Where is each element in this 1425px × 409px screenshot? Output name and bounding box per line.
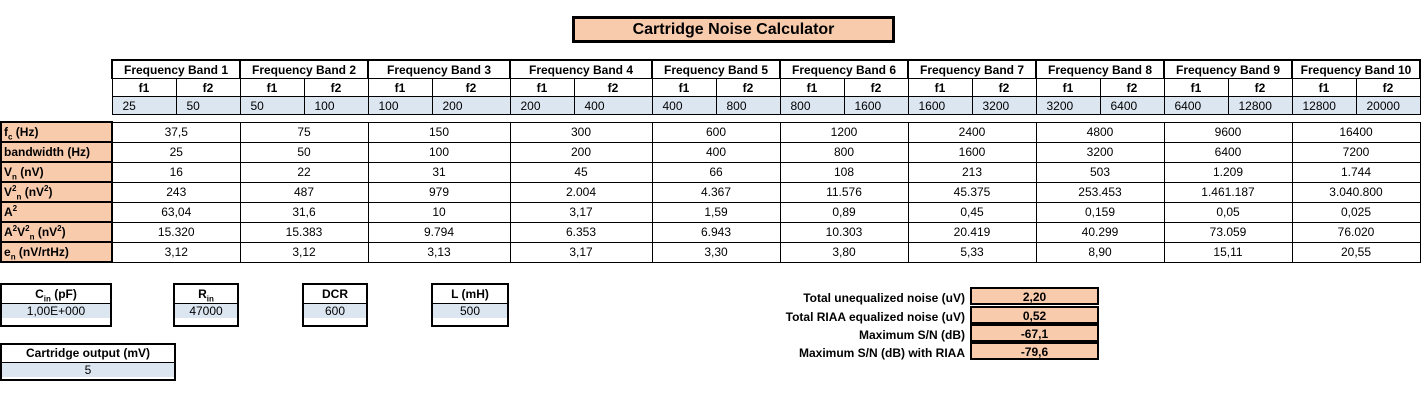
table-cell: 200 bbox=[510, 142, 652, 162]
row-label-part: n bbox=[29, 232, 35, 242]
l-input[interactable]: 500 bbox=[433, 303, 507, 318]
f1-header: f1 bbox=[908, 79, 972, 97]
table-row bbox=[1, 222, 1420, 242]
table-cell: 0,05 bbox=[1164, 202, 1292, 222]
dcr-box bbox=[302, 283, 368, 327]
result-value-riaa: 0,52 bbox=[970, 306, 1099, 324]
spacer-cell bbox=[1, 115, 1420, 123]
table-cell: 10 bbox=[368, 202, 510, 222]
f1-input[interactable]: 800 bbox=[780, 97, 844, 115]
row-label bbox=[1, 182, 112, 202]
f2-input[interactable]: 50 bbox=[176, 97, 240, 115]
row-label-part: n bbox=[10, 252, 16, 262]
row-label-part: 2 bbox=[12, 184, 17, 193]
spacer-row bbox=[1, 115, 1420, 123]
cartridge-output-label: Cartridge output (mV) bbox=[26, 346, 150, 360]
row-label-part: ) bbox=[61, 225, 66, 239]
f1-input[interactable]: 100 bbox=[368, 97, 432, 115]
l-box bbox=[431, 283, 509, 327]
row-label bbox=[1, 142, 112, 162]
f1-input[interactable]: 3200 bbox=[1036, 97, 1100, 115]
table-row bbox=[1, 242, 1420, 262]
table-cell: 15,11 bbox=[1164, 242, 1292, 262]
table-cell: 108 bbox=[780, 162, 908, 182]
f1-header: f1 bbox=[780, 79, 844, 97]
table-cell: 1600 bbox=[908, 142, 1036, 162]
band-header: Frequency Band 2 bbox=[240, 60, 368, 79]
table-cell: 1.744 bbox=[1292, 162, 1420, 182]
f1-input[interactable]: 25 bbox=[112, 97, 176, 115]
table-row bbox=[1, 122, 1420, 142]
table-cell: 45.375 bbox=[908, 182, 1036, 202]
band-header: Frequency Band 7 bbox=[908, 60, 1036, 79]
table-cell: 20,55 bbox=[1292, 242, 1420, 262]
band-header: Frequency Band 5 bbox=[652, 60, 780, 79]
table-cell: 6.943 bbox=[652, 222, 780, 242]
band-header: Frequency Band 6 bbox=[780, 60, 908, 79]
table-cell: 73.059 bbox=[1164, 222, 1292, 242]
table-cell: 3200 bbox=[1036, 142, 1164, 162]
corner-cell bbox=[1, 60, 112, 79]
row-label-part: 2 bbox=[12, 204, 18, 213]
cin-input[interactable]: 1,00E+000 bbox=[2, 303, 110, 318]
band-header: Frequency Band 3 bbox=[368, 60, 510, 79]
row-label-part: 2 bbox=[25, 224, 30, 233]
table-cell: 6.353 bbox=[510, 222, 652, 242]
cartridge-output-box bbox=[0, 343, 176, 381]
table-cell: 3,12 bbox=[112, 242, 240, 262]
table-cell: 75 bbox=[240, 122, 368, 142]
table-cell: 2.004 bbox=[510, 182, 652, 202]
rin-label: $R_{in}$ bbox=[198, 287, 214, 304]
table-cell: 3,17 bbox=[510, 202, 652, 222]
row-label bbox=[1, 202, 112, 222]
row-label-part: 2 bbox=[57, 224, 62, 233]
f2-header: f2 bbox=[574, 79, 652, 97]
f2-input[interactable]: 200 bbox=[432, 97, 510, 115]
table-row bbox=[1, 142, 1420, 162]
row-label bbox=[1, 122, 112, 142]
table-cell: 4.367 bbox=[652, 182, 780, 202]
row-label-part: f bbox=[4, 125, 8, 139]
dcr-input[interactable]: 600 bbox=[304, 303, 366, 318]
result-label-max-sn-riaa: Maximum S/N (dB) with RIAA bbox=[798, 346, 965, 360]
table-cell: 45 bbox=[510, 162, 652, 182]
table-cell: 8,90 bbox=[1036, 242, 1164, 262]
f2-header: f2 bbox=[1356, 79, 1420, 97]
table-cell: 20.419 bbox=[908, 222, 1036, 242]
table-cell: 15.383 bbox=[240, 222, 368, 242]
f2-input[interactable]: 100 bbox=[304, 97, 368, 115]
row-label-part: V bbox=[4, 165, 13, 179]
table-cell: 66 bbox=[652, 162, 780, 182]
table-cell: 503 bbox=[1036, 162, 1164, 182]
table-cell: 600 bbox=[652, 122, 780, 142]
table-cell: 6400 bbox=[1164, 142, 1292, 162]
f2-header: f2 bbox=[1228, 79, 1292, 97]
f2-header: f2 bbox=[176, 79, 240, 97]
table-cell: 76.020 bbox=[1292, 222, 1420, 242]
page-title: Cartridge Noise Calculator bbox=[572, 16, 895, 43]
table-cell: 487 bbox=[240, 182, 368, 202]
table-cell: 150 bbox=[368, 122, 510, 142]
band-header: Frequency Band 1 bbox=[112, 60, 240, 79]
result-value-max-sn-riaa: -79,6 bbox=[970, 342, 1099, 360]
row-label-part: (nV/rtHz) bbox=[15, 245, 69, 259]
row-label-part: (nV) bbox=[16, 165, 44, 179]
f1-input[interactable]: 50 bbox=[240, 97, 304, 115]
f1-header: f1 bbox=[1292, 79, 1356, 97]
band-header: Frequency Band 9 bbox=[1164, 60, 1292, 79]
f1-header: f1 bbox=[510, 79, 574, 97]
table-cell: 16400 bbox=[1292, 122, 1420, 142]
row-label-part: (nV bbox=[34, 225, 58, 239]
table-cell: 1.209 bbox=[1164, 162, 1292, 182]
table-cell: 3,13 bbox=[368, 242, 510, 262]
cin-box bbox=[0, 283, 112, 327]
f1-header: f1 bbox=[240, 79, 304, 97]
f1-header: f1 bbox=[368, 79, 432, 97]
rin-box bbox=[173, 283, 239, 327]
table-cell: 63,04 bbox=[112, 202, 240, 222]
table-cell: 7200 bbox=[1292, 142, 1420, 162]
row-label-part: (Hz) bbox=[12, 125, 39, 139]
result-label-max-sn: Maximum S/N (dB) bbox=[858, 328, 965, 342]
table-cell: 22 bbox=[240, 162, 368, 182]
table-cell: 40.299 bbox=[1036, 222, 1164, 242]
f2-header: f2 bbox=[432, 79, 510, 97]
table-cell: 4800 bbox=[1036, 122, 1164, 142]
result-value-unequalized: 2,20 bbox=[970, 287, 1099, 305]
l-label: L (mH) bbox=[451, 287, 489, 301]
f1-header: f1 bbox=[112, 79, 176, 97]
f1-input[interactable]: 400 bbox=[652, 97, 716, 115]
noise-table bbox=[0, 59, 1421, 263]
f2-header: f2 bbox=[716, 79, 780, 97]
table-cell: 243 bbox=[112, 182, 240, 202]
table-cell: 31 bbox=[368, 162, 510, 182]
table-cell: 15.320 bbox=[112, 222, 240, 242]
f2-input[interactable]: 1600 bbox=[844, 97, 908, 115]
f2-header: f2 bbox=[1100, 79, 1164, 97]
row-label-part: bandwidth (Hz) bbox=[4, 145, 90, 159]
table-cell: 100 bbox=[368, 142, 510, 162]
table-cell: 50 bbox=[240, 142, 368, 162]
table-cell: 31,6 bbox=[240, 202, 368, 222]
f1-input[interactable]: 200 bbox=[510, 97, 574, 115]
table-cell: 3,12 bbox=[240, 242, 368, 262]
row-label-part: e bbox=[4, 245, 11, 259]
f1-input[interactable]: 6400 bbox=[1164, 97, 1228, 115]
result-label-riaa: Total RIAA equalized noise (uV) bbox=[785, 310, 965, 324]
band-header: Frequency Band 4 bbox=[510, 60, 652, 79]
table-cell: 11.576 bbox=[780, 182, 908, 202]
table-cell: 0,025 bbox=[1292, 202, 1420, 222]
table-cell: 3,30 bbox=[652, 242, 780, 262]
f2-input[interactable]: 800 bbox=[716, 97, 780, 115]
table-cell: 3.040.800 bbox=[1292, 182, 1420, 202]
result-value-max-sn: -67,1 bbox=[970, 324, 1099, 342]
table-cell: 9.794 bbox=[368, 222, 510, 242]
table-cell: 9600 bbox=[1164, 122, 1292, 142]
f1-header: f1 bbox=[652, 79, 716, 97]
row-label-part: 2 bbox=[44, 184, 49, 193]
row-label bbox=[1, 162, 112, 182]
table-cell: 5,33 bbox=[908, 242, 1036, 262]
result-label-unequalized: Total unequalized noise (uV) bbox=[803, 291, 965, 305]
f2-header: f2 bbox=[844, 79, 908, 97]
table-row bbox=[1, 162, 1420, 182]
table-cell: 213 bbox=[908, 162, 1036, 182]
table-row bbox=[1, 182, 1420, 202]
table-cell: 300 bbox=[510, 122, 652, 142]
table-cell: 1200 bbox=[780, 122, 908, 142]
table-cell: 37,5 bbox=[112, 122, 240, 142]
row-label bbox=[1, 222, 112, 242]
row-label-part: A bbox=[4, 205, 13, 219]
row-label-part: (nV bbox=[21, 185, 45, 199]
table-cell: 253.453 bbox=[1036, 182, 1164, 202]
f1-input[interactable]: 1600 bbox=[908, 97, 972, 115]
f1-header: f1 bbox=[1164, 79, 1228, 97]
band-header-row bbox=[1, 60, 1420, 79]
band-header: Frequency Band 10 bbox=[1292, 60, 1420, 79]
table-cell: 2400 bbox=[908, 122, 1036, 142]
f-value-row bbox=[1, 97, 1420, 115]
cartridge-output-input[interactable]: 5 bbox=[2, 362, 174, 377]
table-cell: 3,17 bbox=[510, 242, 652, 262]
row-label-part: V bbox=[17, 225, 26, 239]
row-label-part: V bbox=[4, 185, 13, 199]
table-cell: 0,45 bbox=[908, 202, 1036, 222]
f-label-row bbox=[1, 79, 1420, 97]
row-label-part: ) bbox=[48, 185, 53, 199]
table-cell: 800 bbox=[780, 142, 908, 162]
cin-label: $C_{in}$ (pF) bbox=[35, 287, 77, 304]
table-row bbox=[1, 202, 1420, 222]
f2-input[interactable]: 3200 bbox=[972, 97, 1036, 115]
table-cell: 0,89 bbox=[780, 202, 908, 222]
rin-input[interactable]: 47000 bbox=[175, 303, 237, 318]
f1-input[interactable]: 12800 bbox=[1292, 97, 1356, 115]
table-cell: 1.461.187 bbox=[1164, 182, 1292, 202]
f2-input[interactable]: 12800 bbox=[1228, 97, 1292, 115]
row-label-part: c bbox=[8, 132, 13, 142]
table-cell: 1,59 bbox=[652, 202, 780, 222]
table-cell: 3,80 bbox=[780, 242, 908, 262]
corner-cell bbox=[1, 97, 112, 115]
row-label-part: n bbox=[16, 192, 22, 202]
table-cell: 16 bbox=[112, 162, 240, 182]
f2-input[interactable]: 6400 bbox=[1100, 97, 1164, 115]
f2-header: f2 bbox=[304, 79, 368, 97]
band-header: Frequency Band 8 bbox=[1036, 60, 1164, 79]
f2-header: f2 bbox=[972, 79, 1036, 97]
row-label-part: n bbox=[12, 172, 17, 182]
table-cell: 979 bbox=[368, 182, 510, 202]
table-cell: 25 bbox=[112, 142, 240, 162]
table-cell: 400 bbox=[652, 142, 780, 162]
row-label-part: A bbox=[4, 225, 13, 239]
row-label-part: 2 bbox=[12, 224, 18, 233]
table-cell: 10.303 bbox=[780, 222, 908, 242]
table-cell: 0,159 bbox=[1036, 202, 1164, 222]
f1-header: f1 bbox=[1036, 79, 1100, 97]
f2-input[interactable]: 20000 bbox=[1356, 97, 1420, 115]
corner-cell bbox=[1, 79, 112, 97]
dcr-label: DCR bbox=[322, 287, 348, 301]
f2-input[interactable]: 400 bbox=[574, 97, 652, 115]
row-label bbox=[1, 242, 112, 262]
